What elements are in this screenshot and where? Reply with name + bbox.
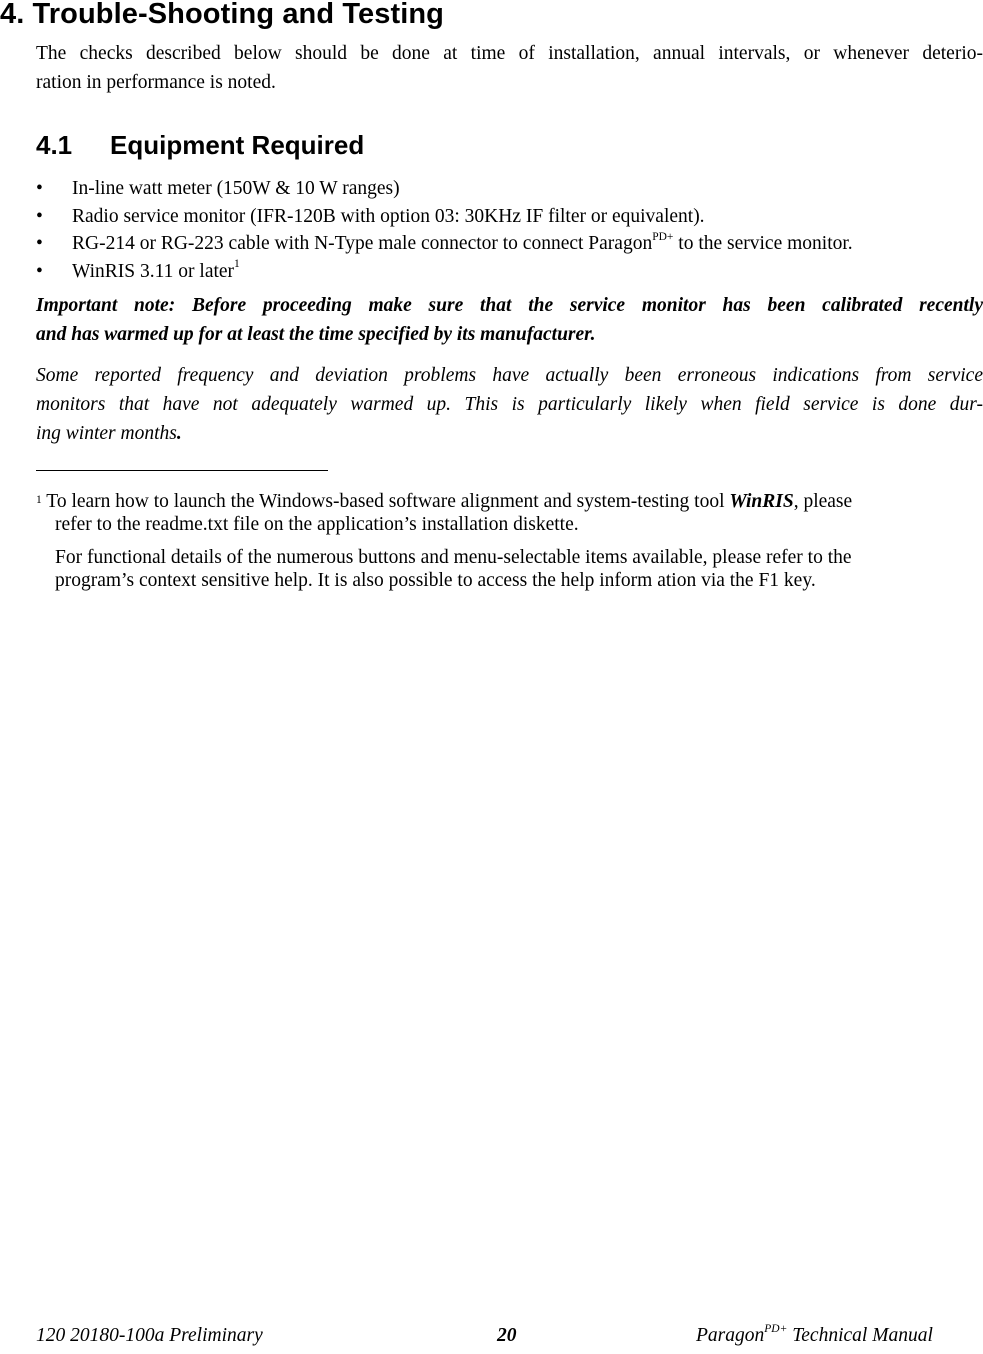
reported-problems-note xyxy=(36,361,983,448)
important-note xyxy=(36,291,983,349)
equipment-item-text xyxy=(72,230,853,257)
footnote-line-4: program’s context sensitive help. It is also possible to access the help inform ation via the F1 key. xyxy=(55,570,816,591)
footnote-mark: 1 xyxy=(36,494,42,506)
equipment-item-text-end: to the service monitor. xyxy=(673,233,853,254)
bullet-icon: • xyxy=(36,233,43,254)
page-title: 4. Trouble-Shooting and Testing xyxy=(0,0,444,30)
bullet-icon: • xyxy=(36,178,43,199)
footnote-line-2: refer to the readme.txt file on the application’s installation diskette. xyxy=(55,514,579,535)
intro-paragraph xyxy=(36,39,983,97)
footer-manual-label: Technical Manual xyxy=(787,1325,933,1346)
footnote-text-start: To learn how to launch the Windows-based software alignment and system-testing tool xyxy=(41,491,730,512)
footnote-1-continued xyxy=(36,546,983,592)
important-note-line-1: Important note: Before proceeding make sure that the service monitor has been calibrated recently xyxy=(36,295,983,316)
footer-product-name: Paragon xyxy=(696,1325,765,1346)
footnote-1 xyxy=(36,490,983,536)
footnote-text-end: , please xyxy=(793,491,853,512)
important-note-line-2: and has warmed up for at least the time specified by its manufacturer. xyxy=(36,324,596,345)
footer-product-superscript: PD+ xyxy=(764,1322,788,1335)
equipment-item-text: Radio service monitor (IFR-120B with option 03: 30KHz IF filter or equivalent). xyxy=(72,205,705,227)
footer-manual-title xyxy=(696,1322,933,1347)
reported-note-line-1: Some reported frequency and deviation problems have actually been erroneous indications from service xyxy=(36,365,983,386)
bullet-icon: • xyxy=(36,260,43,282)
equipment-item-text: In-line watt meter (150W & 10 W ranges) xyxy=(72,178,400,199)
equipment-item-text-start: RG-214 or RG-223 cable with N-Type male connector to connect Paragon xyxy=(72,233,653,254)
product-superscript: PD+ xyxy=(652,230,674,243)
section-title: Equipment Required xyxy=(110,130,365,160)
footnote-divider xyxy=(36,470,328,471)
reported-note-line-3-text: ing winter months xyxy=(36,423,177,444)
bullet-icon: • xyxy=(36,205,43,227)
reported-note-line-2: monitors that have not adequately warmed up. This is particularly likely when field service is done dur- xyxy=(36,394,983,415)
intro-line-2: ration in performance is noted. xyxy=(36,72,276,93)
reported-note-line-3 xyxy=(36,419,983,448)
winris-name: WinRIS xyxy=(729,491,794,512)
reported-note-period: . xyxy=(176,423,182,444)
equipment-item-text xyxy=(72,258,240,285)
footnote-reference[interactable]: 1 xyxy=(234,258,240,270)
footer-page-number: 20 xyxy=(497,1325,517,1346)
section-number: 4.1 xyxy=(36,130,73,160)
intro-line-1: The checks described below should be done at time of installation, annual intervals, or whenever deterio- xyxy=(36,43,983,64)
footnote-line-3: For functional details of the numerous buttons and menu-selectable items available, please refer to the xyxy=(55,547,852,568)
footer-document-id: 120 20180-100a Preliminary xyxy=(36,1325,263,1346)
footnote-line-1 xyxy=(36,490,983,513)
equipment-item-text-start: WinRIS 3.11 or later xyxy=(72,260,235,282)
